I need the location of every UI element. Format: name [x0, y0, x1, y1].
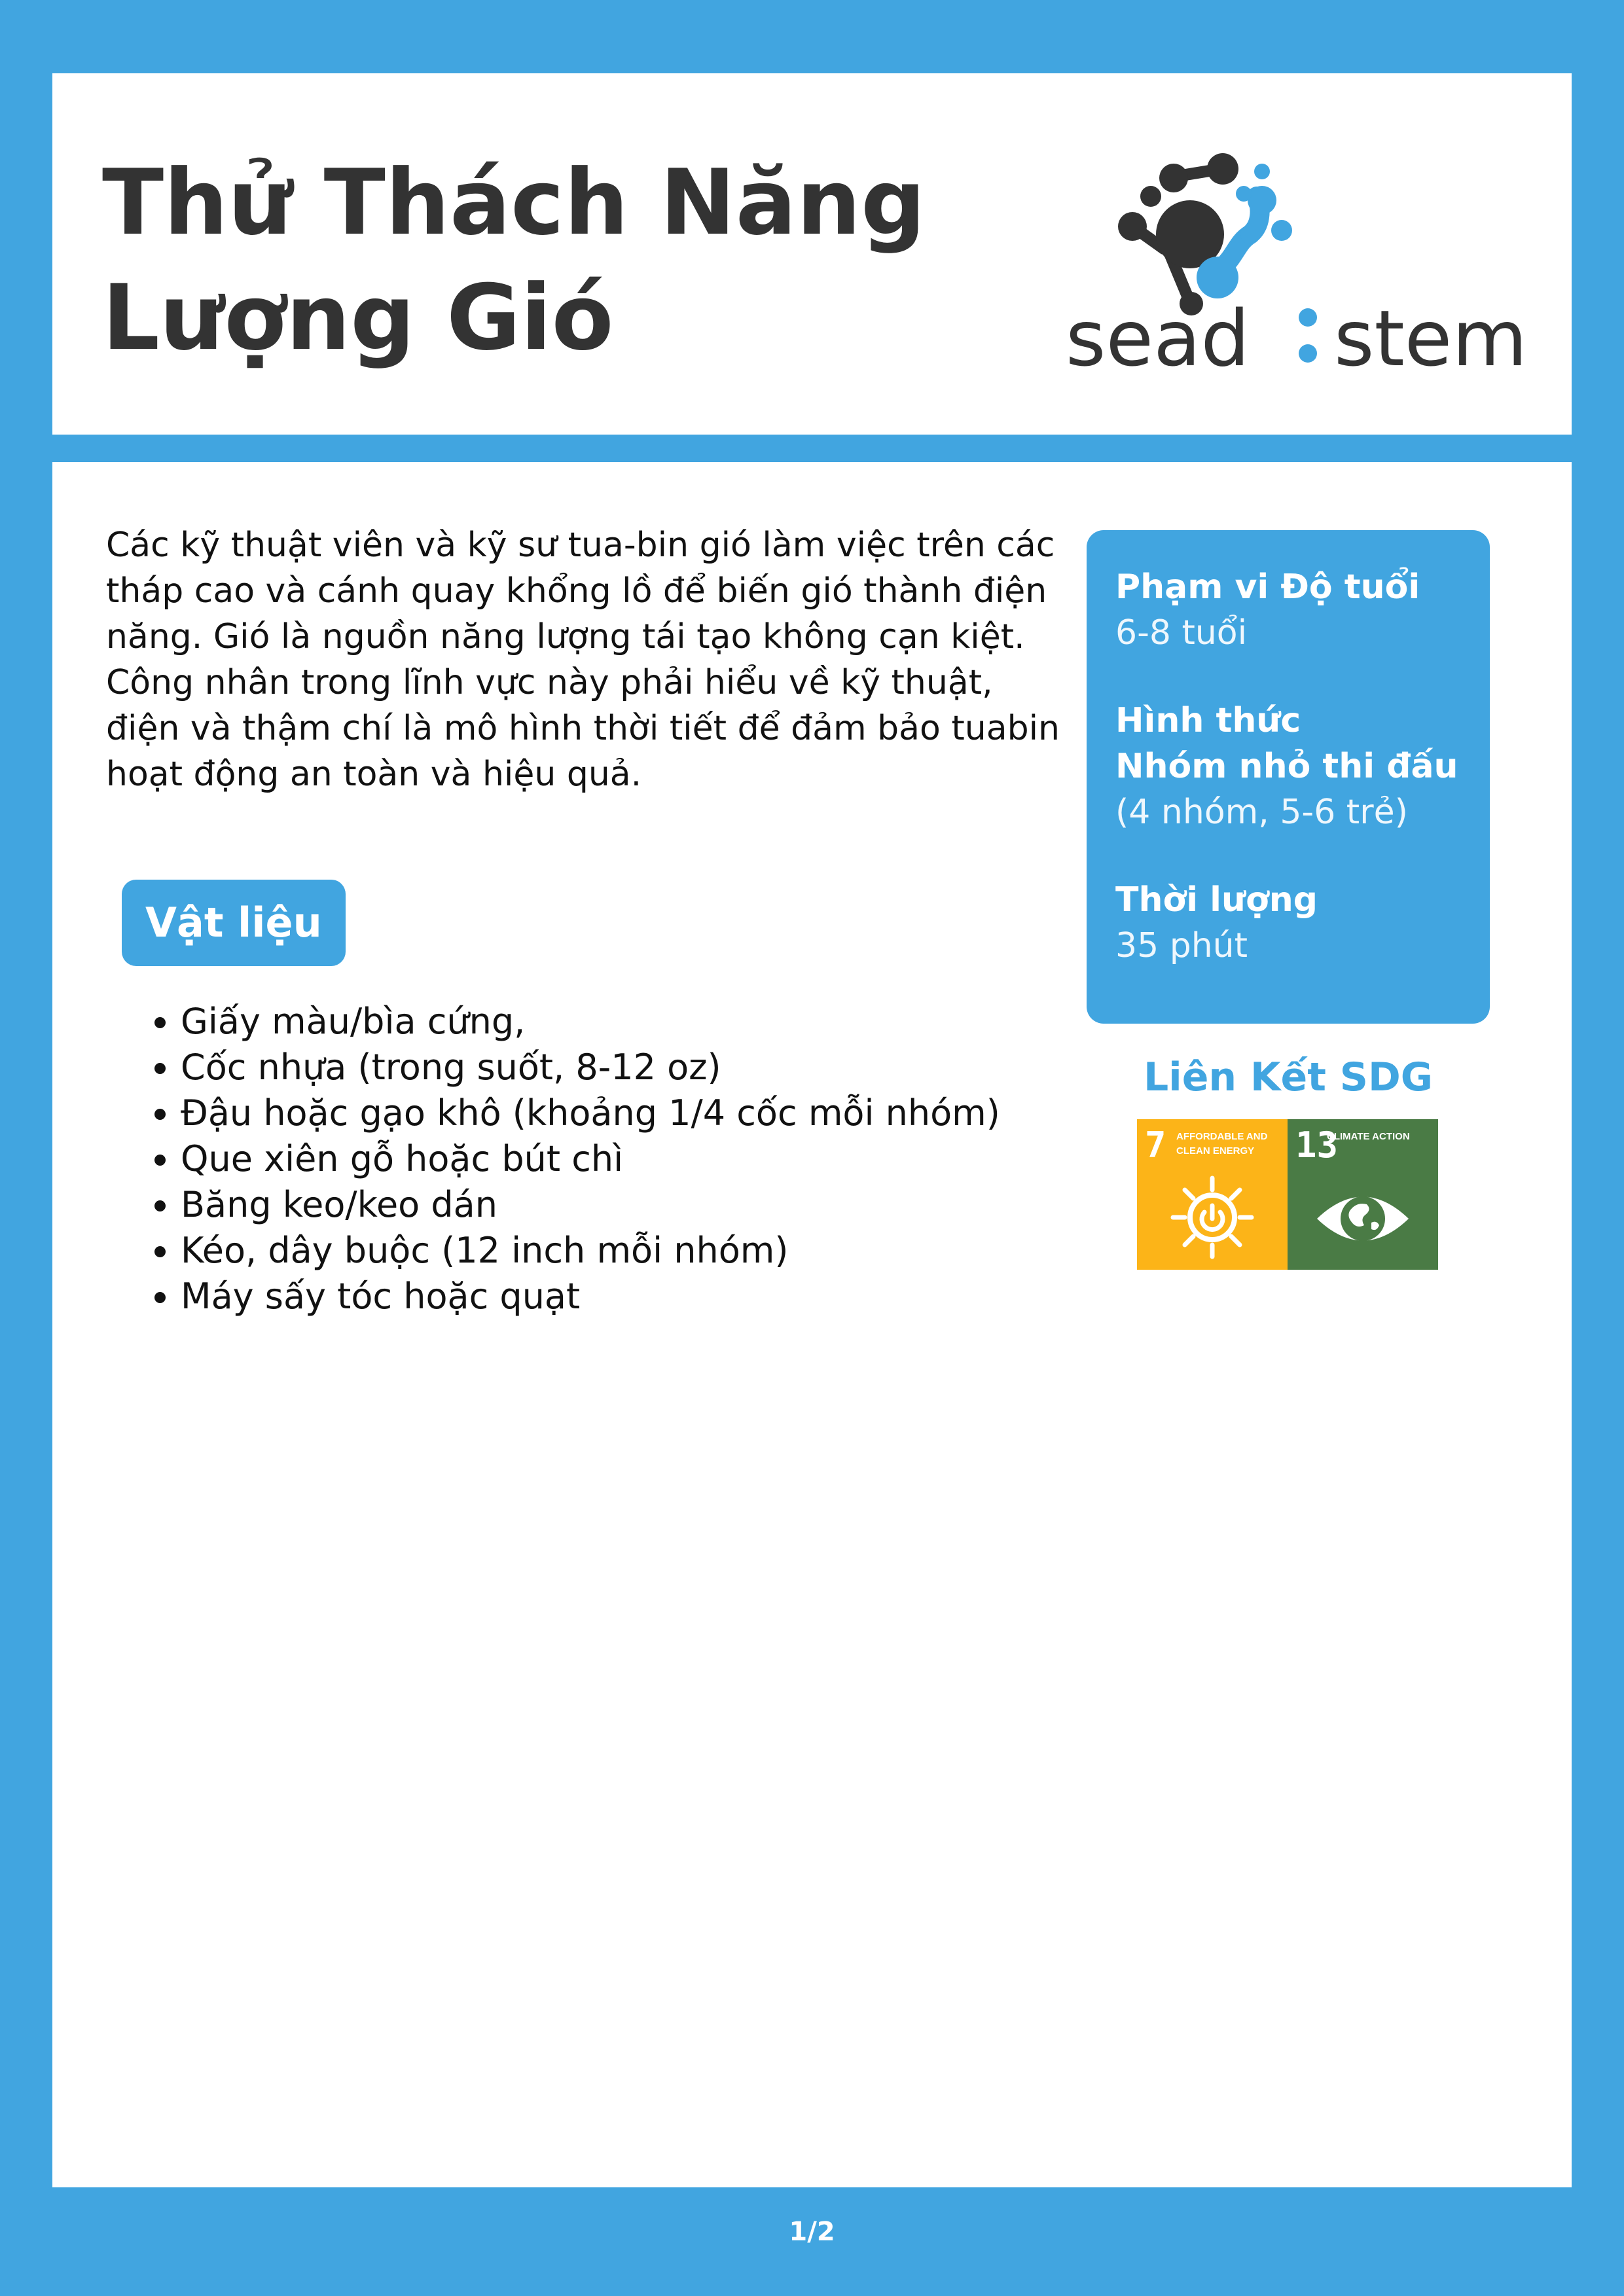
logo-colon-icon: [1299, 308, 1317, 363]
format-value: (4 nhóm, 5-6 trẻ): [1115, 793, 1408, 832]
intro-paragraph: Các kỹ thuật viên và kỹ sư tua-bin gió làm việc trên các tháp cao và cánh quay khổng lồ để biến gió thành điện năng. Gió là nguồn năng lượng tái tạo không cạn kiệt. Công nhân trong lĩnh vực này phải hiểu về kỹ thuật, điện và thậm chí là mô hình thời tiết để đảm bảo tuabin hoạt động an toàn và hiệu quả.: [106, 526, 1060, 794]
list-item: • Giấy màu/bìa cứng,: [181, 999, 1176, 1045]
format-label: Hình thức: [1115, 701, 1301, 740]
title-line-2: Lượng Gió: [102, 265, 614, 370]
page-title: [102, 145, 953, 376]
duration-label: Thời lượng: [1115, 880, 1318, 920]
page-number: 1/2: [789, 2217, 835, 2247]
sun-power-icon: [1163, 1172, 1261, 1263]
materials-heading: Vật liệu: [122, 880, 346, 966]
header-panel: [52, 73, 1572, 435]
list-item: • Máy sấy tóc hoặc quạt: [181, 1274, 1176, 1319]
list-item: • Que xiên gỗ hoặc bút chì: [181, 1136, 1176, 1182]
age-label: Phạm vi Độ tuổi: [1115, 567, 1420, 607]
list-item: • Băng keo/keo dán: [181, 1182, 1176, 1228]
materials-list: [132, 999, 1176, 1319]
content-panel: [52, 462, 1572, 2187]
logo-text-stem: stem: [1334, 293, 1528, 380]
sead-stem-logo: [1066, 131, 1550, 380]
sdg-title: Liên Kết SDG: [1143, 1054, 1434, 1100]
sdg-text: CLIMATE ACTION: [1327, 1131, 1410, 1142]
age-value: 6-8 tuổi: [1115, 613, 1248, 653]
sdg-goals: [1137, 1119, 1438, 1270]
format-label-2: Nhóm nhỏ thi đấu: [1115, 747, 1458, 786]
info-box: [1087, 530, 1490, 1024]
title-line-1: Thử Thách Năng: [102, 150, 926, 255]
molecule-icon: [1118, 153, 1292, 315]
sdg-goal-13: [1288, 1119, 1438, 1270]
duration-info: [1115, 877, 1461, 969]
eye-globe-icon: [1314, 1172, 1412, 1263]
list-item: • Kéo, dây buộc (12 inch mỗi nhóm): [181, 1228, 1176, 1274]
sdg-text: AFFORDABLE AND CLEAN ENERGY: [1176, 1131, 1268, 1157]
logo-text-sead: sead: [1066, 293, 1250, 380]
age-range-info: [1115, 564, 1461, 656]
sdg-number: 7: [1145, 1124, 1166, 1166]
sdg-goal-7: [1137, 1119, 1288, 1270]
sdg-number: 13: [1295, 1124, 1339, 1166]
format-info: [1115, 698, 1461, 835]
list-item: • Cốc nhựa (trong suốt, 8-12 oz): [181, 1045, 1176, 1090]
duration-value: 35 phút: [1115, 926, 1248, 965]
list-item: • Đậu hoặc gạo khô (khoảng 1/4 cốc mỗi nhóm): [181, 1090, 1176, 1136]
